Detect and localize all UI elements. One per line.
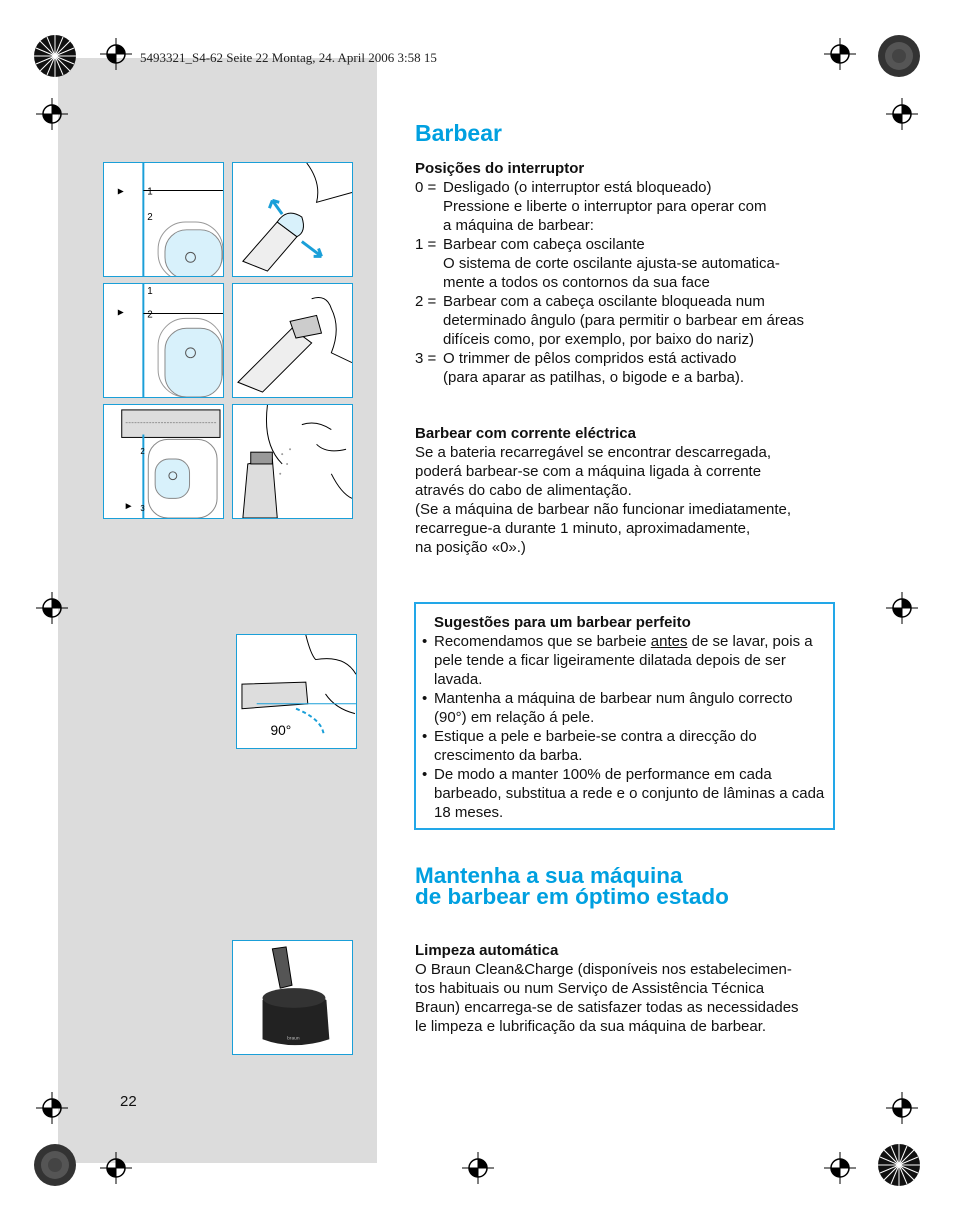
switch-position-2-figure <box>103 283 224 398</box>
switch-position-3-figure <box>103 404 224 519</box>
switch-item-line: determinado ângulo (para permitir o barbear em áreas <box>443 312 805 329</box>
crosshair-mark-icon <box>824 1152 856 1184</box>
tip-text: Mantenha a máquina de barbear num ângulo correcto (90°) em relação á pele. <box>434 690 793 726</box>
mains-line: através do cabo de alimentação. <box>415 482 632 499</box>
crosshair-mark-icon <box>886 98 918 130</box>
tip-text: de se lavar, pois a pele tende a ficar ligeiramente dilatada depois de ser lavada. <box>434 633 813 688</box>
crosshair-mark-icon <box>100 1152 132 1184</box>
locked-head-figure <box>232 283 353 398</box>
switch-item-key: 2 = <box>415 293 437 310</box>
cleaning-line: le limpeza e lubrificação da sua máquina de barbear. <box>415 1018 767 1035</box>
switch-positions-heading: Posições do interruptor <box>415 160 585 177</box>
tip-item <box>422 765 827 822</box>
angle-label: 90° <box>270 723 292 739</box>
switch-mark-one: 1 <box>147 285 153 297</box>
switch-mark-two: 2 <box>147 309 153 321</box>
switch-positions-block <box>415 159 845 387</box>
switch-position-1-figure <box>103 162 224 277</box>
switch-item-line: (para aparar as patilhas, o bigode e a barba). <box>443 369 745 386</box>
cleaning-heading: Limpeza automática <box>415 942 559 959</box>
clean-and-charge-figure <box>232 940 353 1055</box>
section-title-maintenance <box>415 863 729 909</box>
oscillating-head-figure <box>232 162 353 277</box>
switch-item-line: mente a todos os contornos da sua face <box>443 274 710 291</box>
tip-item <box>422 689 827 727</box>
grey-target-icon <box>876 33 922 79</box>
switch-item-line: Barbear com cabeça oscilante <box>443 236 645 253</box>
print-header: 5493321_S4-62 Seite 22 Montag, 24. April 2006 3:58 15 <box>140 50 437 65</box>
section-title-line: de barbear em óptimo estado <box>415 884 729 909</box>
bullet: • <box>422 690 428 707</box>
grey-target-icon <box>32 1142 78 1188</box>
cleaning-block <box>415 941 845 1036</box>
switch-item-key: 3 = <box>415 350 437 367</box>
switch-item-line: O sistema de corte oscilante ajusta-se automatica- <box>443 255 780 272</box>
switch-item-key: 1 = <box>415 236 437 253</box>
switch-item-line: a máquina de barbear: <box>443 217 594 234</box>
section-title-barbear: Barbear <box>415 120 502 146</box>
trimmer-figure <box>232 404 353 519</box>
switch-item-line: Barbear com a cabeça oscilante bloqueada num <box>443 293 765 310</box>
switch-item <box>415 349 845 387</box>
bullet: • <box>422 728 428 745</box>
cleaning-line: tos habituais ou num Serviço de Assistência Técnica <box>415 980 765 997</box>
tips-title: Sugestões para um barbear perfeito <box>434 614 691 631</box>
crosshair-mark-icon <box>886 592 918 624</box>
switch-item <box>415 235 845 292</box>
shaving-angle-figure <box>236 634 357 749</box>
switch-item <box>415 292 845 349</box>
tip-item <box>422 632 827 689</box>
crosshair-mark-icon <box>462 1152 494 1184</box>
mains-line: Se a bateria recarregável se encontrar descarregada, <box>415 444 772 461</box>
mains-heading: Barbear com corrente eléctrica <box>415 425 636 442</box>
starburst-target-icon <box>32 33 78 79</box>
mains-line: na posição «0».) <box>415 539 526 556</box>
switch-item-key: 0 = <box>415 179 437 196</box>
cleaning-line: Braun) encarrega-se de satisfazer todas as necessidades <box>415 999 799 1016</box>
crosshair-mark-icon <box>36 1092 68 1124</box>
bullet: • <box>422 633 428 650</box>
page-number: 22 <box>120 1093 137 1110</box>
brand-logo: braun <box>287 1036 300 1042</box>
cleaning-line: O Braun Clean&Charge (disponíveis nos estabelecimen- <box>415 961 792 978</box>
switch-item-line: difíceis como, por exemplo, por baixo do nariz) <box>443 331 754 348</box>
crosshair-mark-icon <box>886 1092 918 1124</box>
crosshair-mark-icon <box>100 38 132 70</box>
tips-box <box>414 602 835 830</box>
tip-text: De modo a manter 100% de performance em cada barbeado, substitua a rede e o conjunto de lâminas a cada 18 meses. <box>434 766 825 821</box>
mains-line: (Se a máquina de barbear não funcionar imediatamente, <box>415 501 792 518</box>
switch-item-line: Desligado (o interruptor está bloqueado) <box>443 179 712 196</box>
switch-item <box>415 178 845 235</box>
mains-block <box>415 424 845 557</box>
switch-mark-one: 1 <box>147 186 153 198</box>
starburst-target-icon <box>876 1142 922 1188</box>
crosshair-mark-icon <box>36 98 68 130</box>
switch-mark-two: 2 <box>147 211 153 223</box>
section-title-line: Mantenha a sua máquina <box>415 863 683 888</box>
crosshair-mark-icon <box>824 38 856 70</box>
tip-emphasis: antes <box>650 633 688 650</box>
crosshair-mark-icon <box>36 592 68 624</box>
mains-line: poderá barbear-se com a máquina ligada à corrente <box>415 463 762 480</box>
switch-item-line: O trimmer de pêlos compridos está activado <box>443 350 737 367</box>
tip-text: Estique a pele e barbeie-se contra a direcção do crescimento da barba. <box>434 728 757 764</box>
switch-item-line: Pressione e liberte o interruptor para operar com <box>443 198 767 215</box>
switch-mark-two: 2 <box>140 447 145 457</box>
bullet: • <box>422 766 428 783</box>
tip-item <box>422 727 827 765</box>
mains-line: recarregue-a durante 1 minuto, aproximadamente, <box>415 520 751 537</box>
tip-text: Recomendamos que se barbeie <box>434 633 651 650</box>
switch-mark-three: 3 <box>140 504 145 514</box>
